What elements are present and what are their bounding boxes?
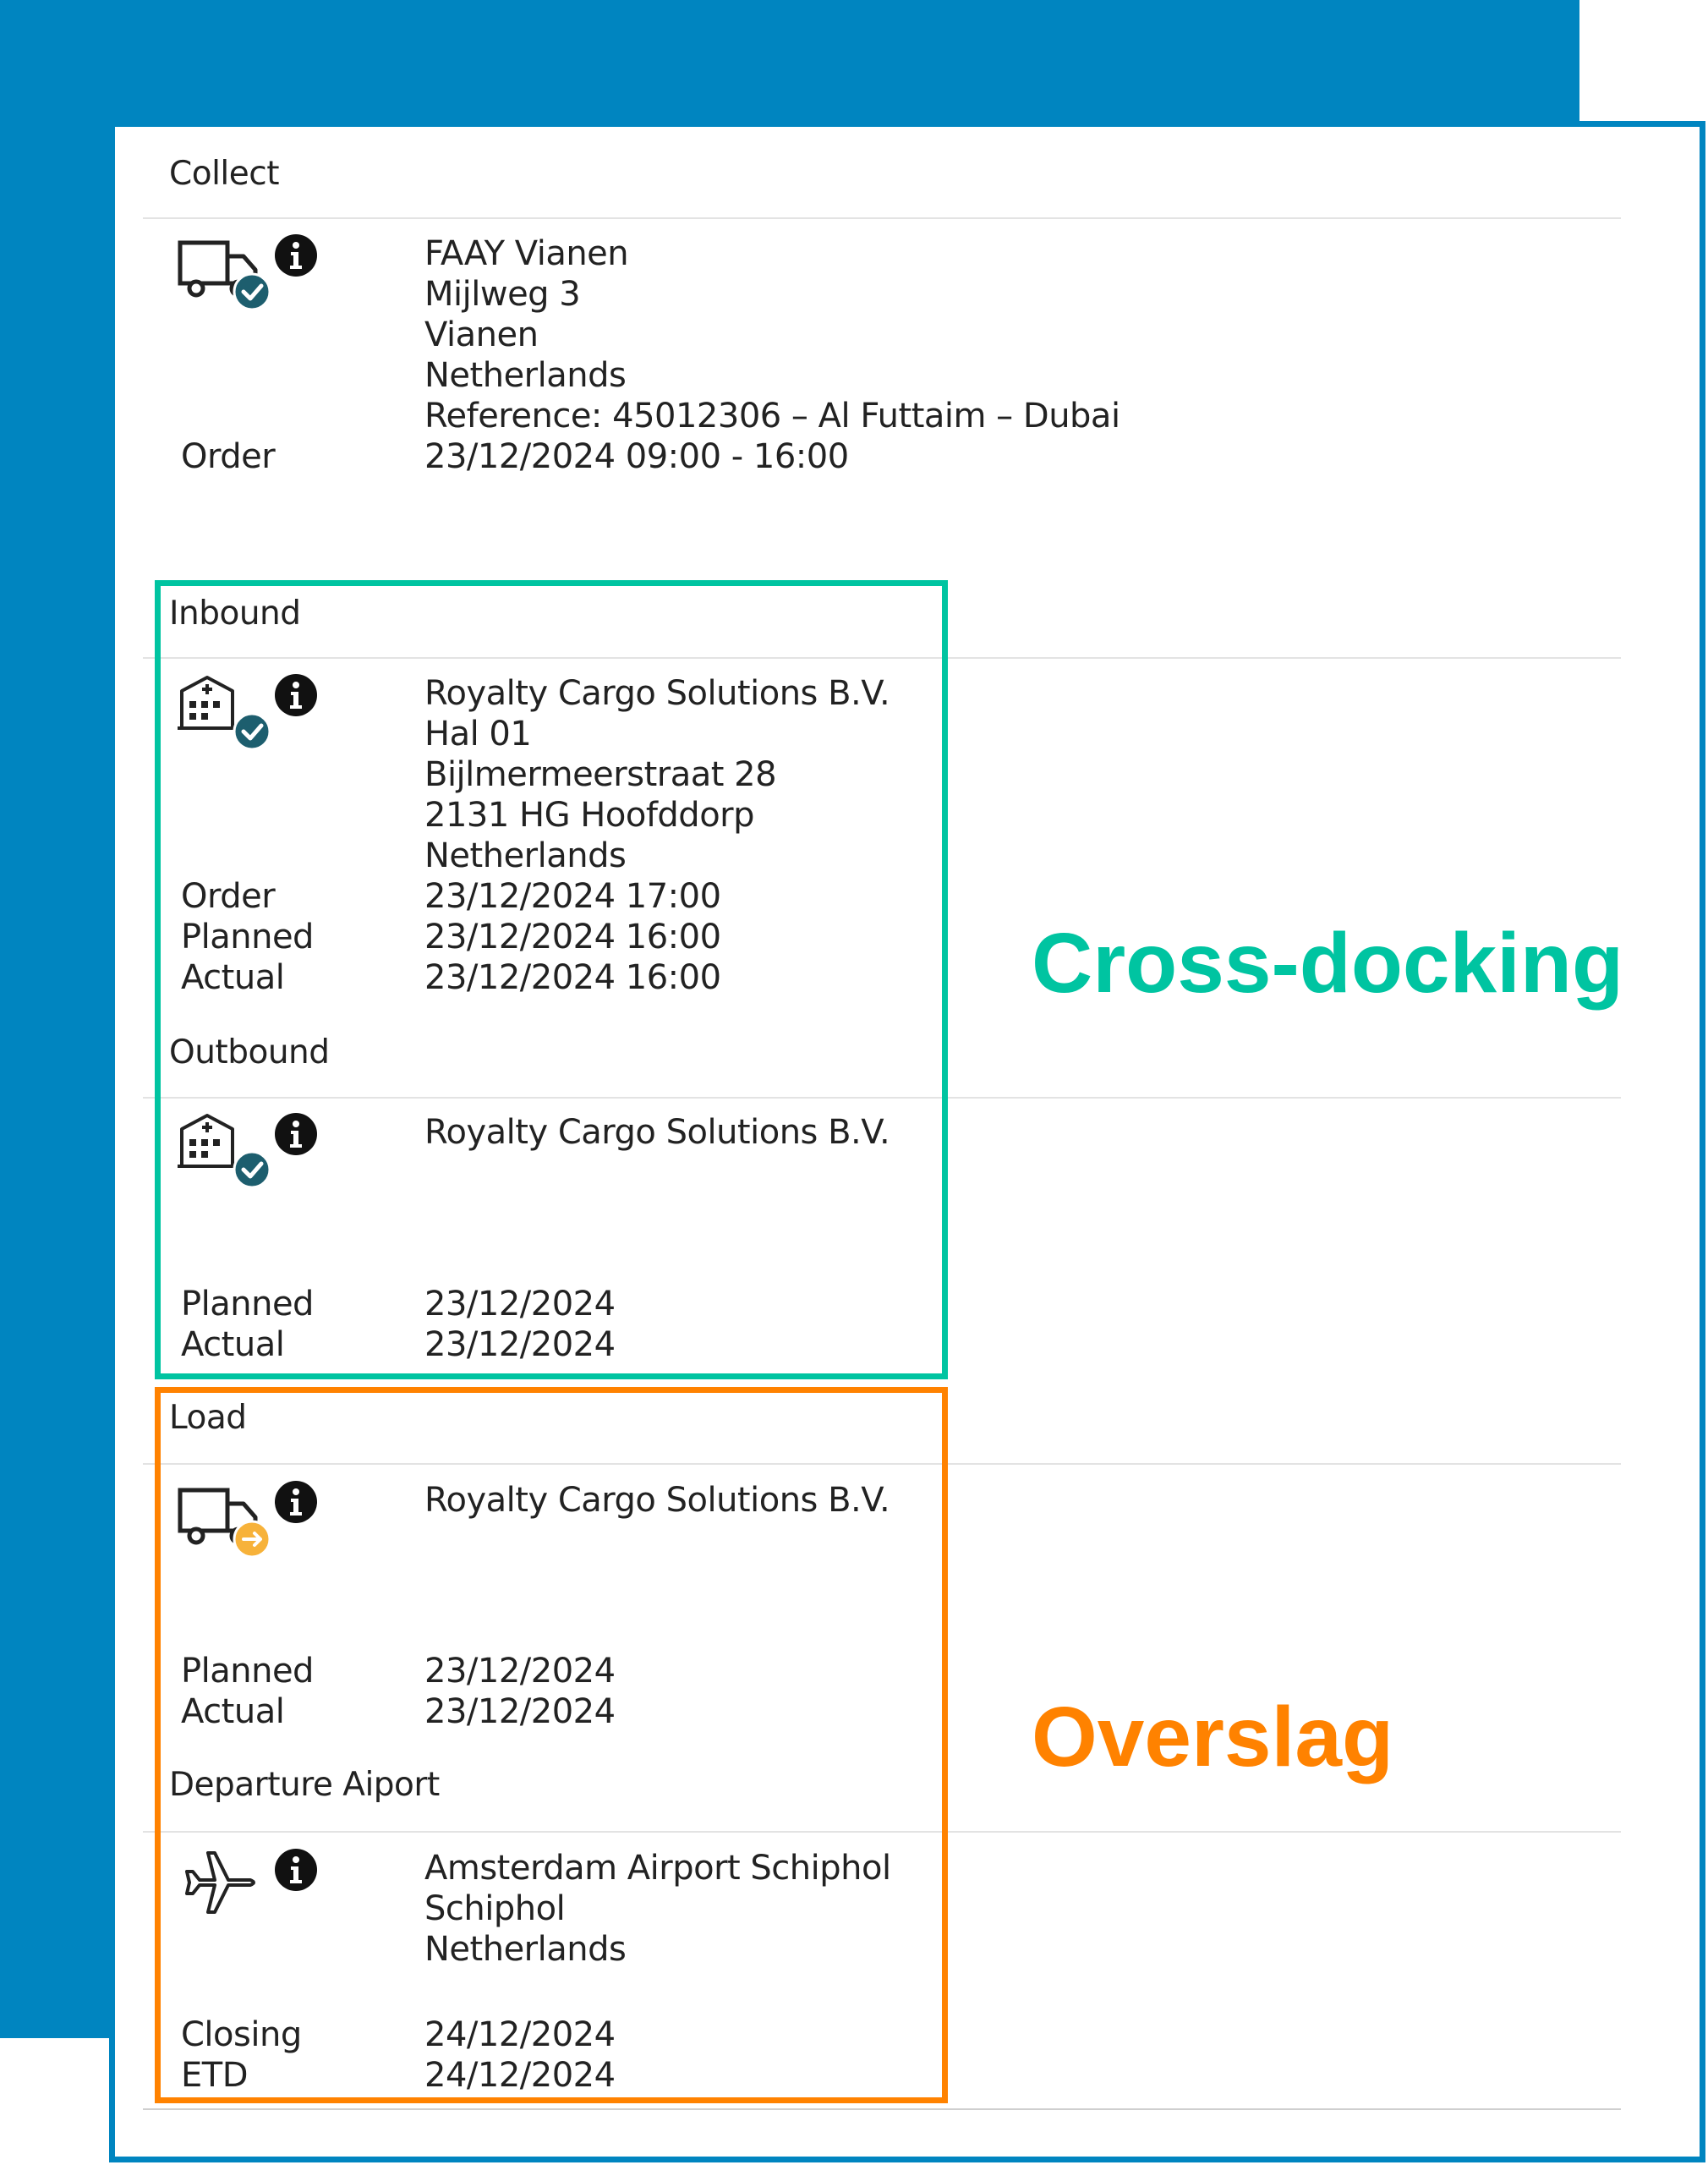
departure-time-values: 24/12/2024 24/12/2024 (424, 2015, 616, 2095)
departure-time-labels: Closing ETD (181, 2015, 302, 2095)
inbound-address: Royalty Cargo Solutions B.V. Hal 01 Bijlmermeerstraat 28 2131 HG Hoofddorp Netherlands 23/12/2024 17:00 23/12/2024 16:00 23/12/2024 16:00 (424, 674, 890, 997)
info-icon[interactable] (274, 233, 318, 277)
collect-time-labels: Order (181, 437, 276, 476)
divider (143, 2108, 1621, 2110)
crossdocking-highlight-box (155, 580, 948, 1379)
outbound-time-values: 23/12/2024 23/12/2024 (424, 1285, 616, 1364)
section-title-inbound: Inbound (169, 595, 301, 633)
load-time-values: 23/12/2024 23/12/2024 (424, 1652, 616, 1731)
outbound-time-labels: Planned Actual (181, 1285, 314, 1364)
section-title-outbound: Outbound (169, 1033, 330, 1072)
section-title-load: Load (169, 1399, 247, 1437)
load-address: Royalty Cargo Solutions B.V. (424, 1481, 890, 1520)
divider (143, 217, 1621, 219)
departure-address: Amsterdam Airport Schiphol Schiphol Netherlands (424, 1849, 891, 1969)
section-title-collect: Collect (169, 155, 279, 193)
inbound-time-labels: Order Planned Actual (181, 877, 314, 997)
load-time-labels: Planned Actual (181, 1652, 314, 1731)
collect-address: FAAY Vianen Mijlweg 3 Vianen Netherlands Reference: 45012306 – Al Futtaim – Dubai 23/12/2024 09:00 - 16:00 (424, 234, 1120, 476)
outbound-address: Royalty Cargo Solutions B.V. (424, 1113, 890, 1152)
truck-check-icon (178, 233, 279, 317)
overslag-label: Overslag (1032, 1690, 1394, 1784)
overslag-highlight-box (155, 1387, 948, 2103)
crossdocking-label: Cross-docking (1032, 916, 1624, 1011)
section-title-departure: Departure Aiport (169, 1766, 440, 1804)
